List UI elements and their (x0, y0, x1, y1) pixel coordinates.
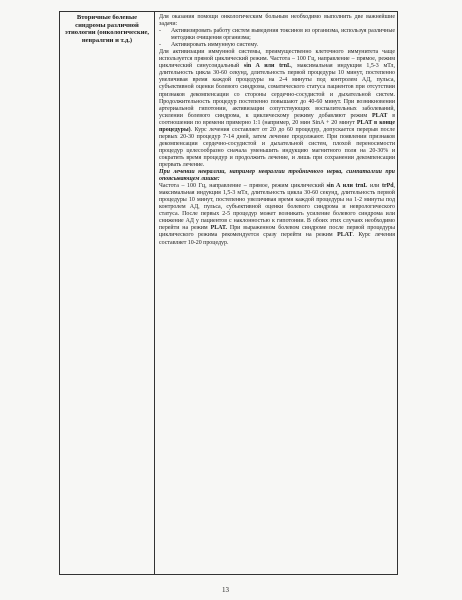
text-run: . Курс лечения составляет от 20 до 60 процедур, допускается перерыв после первых 20-30 процедур 7-14 дней, затем лечение продолжают. При появлении признаков декомпенсации сердечно-сосудистой и дыхательной систем, плохой переносимости процедур целесообразно сначала уменьшить индукцию магнитного поля на 20-30% и сократить время процедур и продолжить лечение, и лишь при сохранении декомпенсации прервать лечение. (159, 126, 395, 168)
intro-paragraph: Для оказания помощи онкологическим больным необходимо выполнить две важнейшие задачи: (159, 14, 395, 28)
mode-name: sin A или trnL (326, 183, 368, 190)
treatment-table (59, 11, 398, 575)
immune-activation-paragraph (159, 49, 395, 169)
mode-name: sin A или trnL (243, 63, 291, 70)
text-run: , максимальная индукция 1,5-3 мТл, длительность цикла 30-60 секунд, длительность первой процедуры 10 минут, постепенно увеличивая время каждой процедуры на 2-4 минуты под контролем АД, пульса, субъективной оценки болевого синдрома, соматического статуса пациентов при отсутствии признаков декомпенсации со стороны сердечно-сосудистой и дыхательной систем. Продолжительность процедур постепенно повышают до 40-60 минут. При возникновении артериальной гипотонии, активизации сопутствующих воспалительных заболеваний, усилении болевого синдрома, к циклическому режиму добавляют режим (159, 63, 395, 119)
page-number: 13 (222, 586, 229, 594)
task-dash: - (159, 28, 161, 35)
column-divider (154, 12, 155, 574)
mode-name: PLAT в конце процедуры) (159, 119, 395, 133)
mode-name: PLAT. (210, 225, 228, 232)
treatment-description (159, 14, 395, 247)
text-run: в соотношении по времени примерно 1:1 (например, 20 мин SinA + 20 минут (159, 112, 395, 126)
text-run: Для активизации иммунной системы, преимущественно клеточного иммунитета чаще используется прямой циклический режим. Частота – 100 Гц, направление – прямое, режим циклический синусоидальный (159, 49, 395, 70)
neuralgia-paragraph (159, 183, 395, 246)
mode-name: trPd (381, 183, 394, 190)
task-text: Активировать иммунную систему. (171, 42, 258, 49)
text-run: или (367, 183, 382, 190)
text-run: При выраженном болевом синдроме после первой процедуры циклического режима рекомендуется сразу перейти на режим (159, 225, 396, 239)
mode-name: PLAT (371, 112, 388, 119)
text-run: Частота – 100 Гц, направление – прямое, режим циклический (159, 183, 327, 190)
neuralgia-heading: При лечении невралгии, например невралгии тройничного нерва, симпаталгии при опоясывающем лишае: (159, 169, 395, 183)
mode-name: PLAT (337, 232, 353, 239)
task-dash: - (159, 42, 161, 49)
condition-heading: Вторичные болевые синдромы различной этиологии (онкологические, невралгии и т.д.) (64, 14, 150, 44)
task-text: Активизировать работу систем выведения токсинов из организма, используя различные методики очищения организма; (171, 28, 395, 42)
text-run: . Курс лечения составляет 10-20 процедур. (159, 232, 395, 246)
text-run: , максимальная индукция 1,5-3 мТл, длительность цикла 30-60 секунд, длительность первой процедуры 10 минут, постепенно увеличивая время каждой процедуры на 1-2 минуты под контролем АД, пульса, субъективной оценки болевого синдрома и неврологического статуса. После первых 2-5 процедур может возникать усиление болевого синдрома или снижение АД у пациентов с наклонностью к гипотонии. В обоих этих случаях необходимо перейти на режим (159, 183, 395, 232)
task-item (159, 28, 395, 42)
